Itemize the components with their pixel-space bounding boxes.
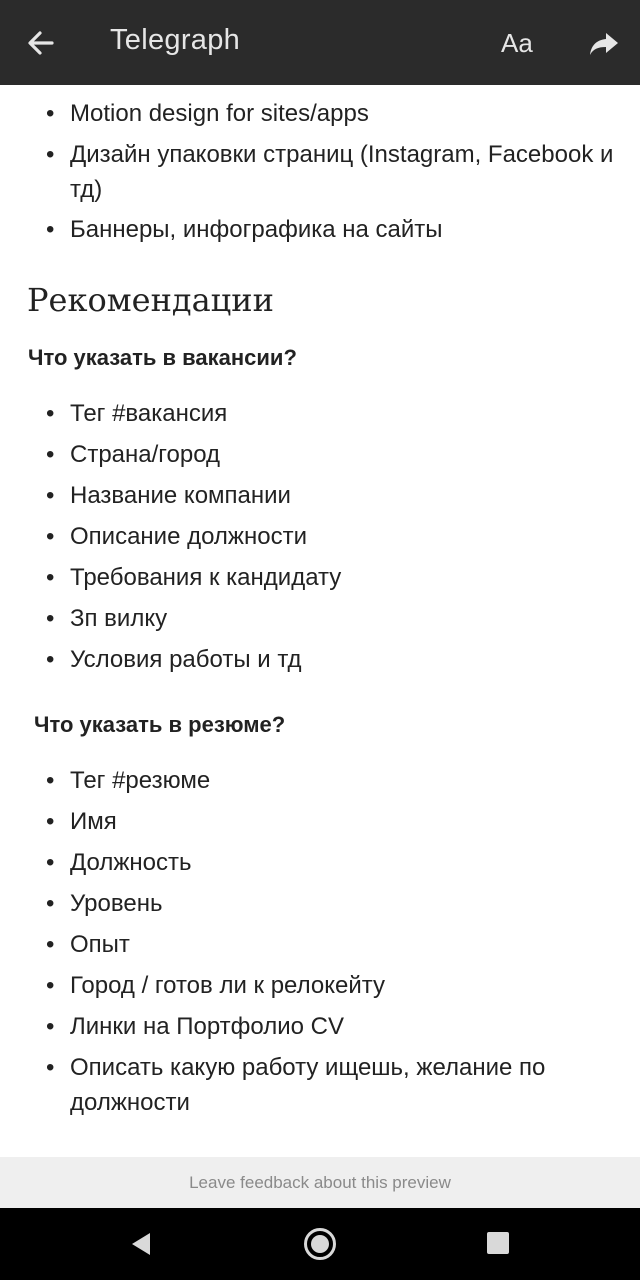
list-item: • Должность xyxy=(0,845,640,880)
vacancy-list xyxy=(0,396,640,683)
list-item: • Motion design for sites/apps xyxy=(0,96,640,131)
resume-heading: Что указать в резюме? xyxy=(34,712,286,737)
list-item: • Баннеры, инфографика на сайты xyxy=(0,212,640,247)
article-content xyxy=(0,85,640,1157)
circle-home-icon[interactable] xyxy=(303,1227,337,1261)
share-arrow-icon[interactable] xyxy=(588,27,620,59)
list-item: • Описание должности xyxy=(0,519,640,554)
section-title: Рекомендации xyxy=(27,281,274,319)
app-title: Telegraph xyxy=(110,24,241,56)
list-item: • Тег #резюме xyxy=(0,763,640,798)
top-list-continued xyxy=(0,137,640,207)
triangle-back-icon[interactable] xyxy=(128,1231,154,1257)
arrow-left-icon[interactable] xyxy=(24,26,58,60)
list-item: • Линки на Портфолио CV xyxy=(0,1009,640,1044)
square-recents-icon[interactable] xyxy=(487,1232,509,1254)
font-size-button[interactable]: Aa xyxy=(501,28,533,58)
top-list xyxy=(0,96,640,131)
list-item: • Название компании xyxy=(0,478,640,513)
list-item: • Описать какую работу ищешь, желание по должности xyxy=(0,1050,640,1120)
list-item: • Тег #вакансия xyxy=(0,396,640,431)
list-item: • Имя xyxy=(0,804,640,839)
app-bar xyxy=(0,0,640,85)
list-item: • Условия работы и тд xyxy=(0,642,640,677)
resume-list xyxy=(0,763,640,1120)
list-item: • Уровень xyxy=(0,886,640,921)
top-list-last xyxy=(0,212,640,247)
list-item: • Опыт xyxy=(0,927,640,962)
list-item: • Дизайн упаковки страниц (Instagram, Facebook и тд) xyxy=(0,137,640,207)
list-item: • Требования к кандидату xyxy=(0,560,640,595)
vacancy-heading: Что указать в вакансии? xyxy=(28,345,297,370)
list-item: • Город / готов ли к релокейту xyxy=(0,968,640,1003)
list-item: • Зп вилку xyxy=(0,601,640,636)
list-item: • Страна/город xyxy=(0,437,640,472)
feedback-link[interactable]: Leave feedback about this preview xyxy=(0,1157,640,1208)
